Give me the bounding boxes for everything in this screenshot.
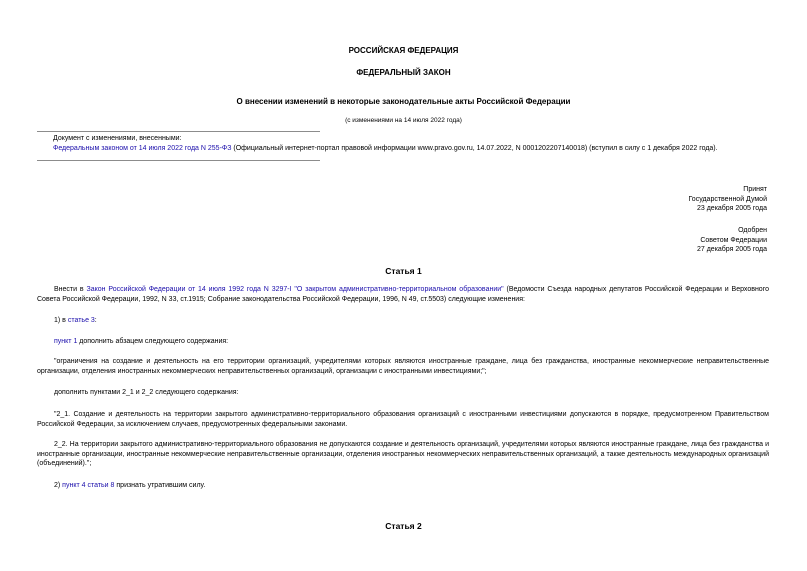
- adoption-block-duma: [567, 185, 767, 214]
- article-2-heading: Статья 2: [385, 521, 422, 531]
- approved-by: Советом Федерации: [700, 236, 767, 244]
- item-1-post: :: [94, 317, 97, 324]
- article-3-link[interactable]: статье 3: [67, 317, 95, 324]
- doc-type-heading: ФЕДЕРАЛЬНЫЙ ЗАКОН: [356, 68, 451, 77]
- changes-line: [53, 144, 783, 154]
- add-points-line: дополнить пунктами 2_1 и 2_2 следующего содержания:: [54, 389, 239, 396]
- intro-pre: Внести в: [54, 286, 87, 293]
- article-1-heading: Статья 1: [385, 266, 422, 276]
- accepted-by: Государственной Думой: [688, 195, 767, 203]
- amending-law-link[interactable]: Федеральным законом от 14 июля 2022 года N 255-ФЗ: [53, 144, 232, 152]
- quote-1: "ограничения на создание и деятельность на его территории организаций, учредителями которых являются иностранные граждане, лица без гражданства, иностранные некоммерческие неправительственные организации, отделения иностранных некоммерческих неправительственных организаций, организации с иностранными инвестициями;";: [37, 358, 769, 375]
- point-2-2: 2_2. На территории закрытого административно-территориального образования не допускаются создание и деятельность организаций, учредителями которых являются иностранные граждане, лица без гражданства и иностранные организации, иностранные некоммерческие неправительственные организации, отделения иностранных некоммерческих неправительственных организаций, а также деятельность международных организаций (объединений).";: [37, 441, 769, 467]
- revision-note: (с изменениями на 14 июля 2022 года): [345, 117, 462, 124]
- accepted-label: Принят: [743, 186, 767, 193]
- article-8-point-4-link[interactable]: пункт 4 статьи 8: [62, 482, 115, 489]
- intro-post: (Ведомости Съезда народных депутатов Российской Федерации и Верховного Совета Российской Федерации, 1992, N 33, ст.1915; Собрание законодательства Российской Федерации, 1996, N 49, ст.5503) следующие изменения:: [37, 286, 769, 303]
- item-1: [37, 316, 769, 326]
- approved-label: Одобрен: [738, 227, 767, 234]
- approved-date: 27 декабря 2005 года: [696, 246, 767, 253]
- point-1-link[interactable]: пункт 1: [54, 338, 78, 345]
- zato-law-link[interactable]: Закон Российской Федерации от 14 июля 1992 года N 3297-I "О закрытом административно-территориальном образовании": [86, 286, 504, 293]
- changes-label: Документ с изменениями, внесенными:: [53, 135, 182, 142]
- document-title: О внесении изменений в некоторые законодательные акты Российской Федерации: [236, 97, 571, 106]
- article-1-intro: [37, 285, 769, 304]
- changes-top-divider: [37, 131, 320, 132]
- item-1-pre: 1) в: [54, 317, 68, 324]
- item-2-post: признать утратившим силу.: [114, 482, 206, 489]
- item-2: [37, 481, 769, 491]
- country-heading: РОССИЙСКАЯ ФЕДЕРАЦИЯ: [348, 46, 459, 55]
- changes-bottom-divider: [37, 160, 320, 161]
- changes-source: (Официальный интернет-портал правовой информации www.pravo.gov.ru, 14.07.2022, N 0001202207140018) (вступил в силу с 1 декабря 2022 года).: [231, 144, 718, 152]
- changes-box: [53, 134, 783, 153]
- point-1-text: дополнить абзацем следующего содержания:: [77, 338, 229, 345]
- adoption-block-council: [567, 226, 767, 255]
- point-1-amendment: [37, 337, 769, 347]
- accepted-date: 23 декабря 2005 года: [696, 205, 767, 212]
- item-2-pre: 2): [54, 482, 63, 489]
- point-2-1: "2_1. Создание и деятельность на территории закрытого административно-территориального образования организаций с иностранными инвестициями допускаются в порядке, предусмотренном Правительством Российской Федерации, за исключением случаев, предусмотренных федеральными законами.: [37, 411, 769, 428]
